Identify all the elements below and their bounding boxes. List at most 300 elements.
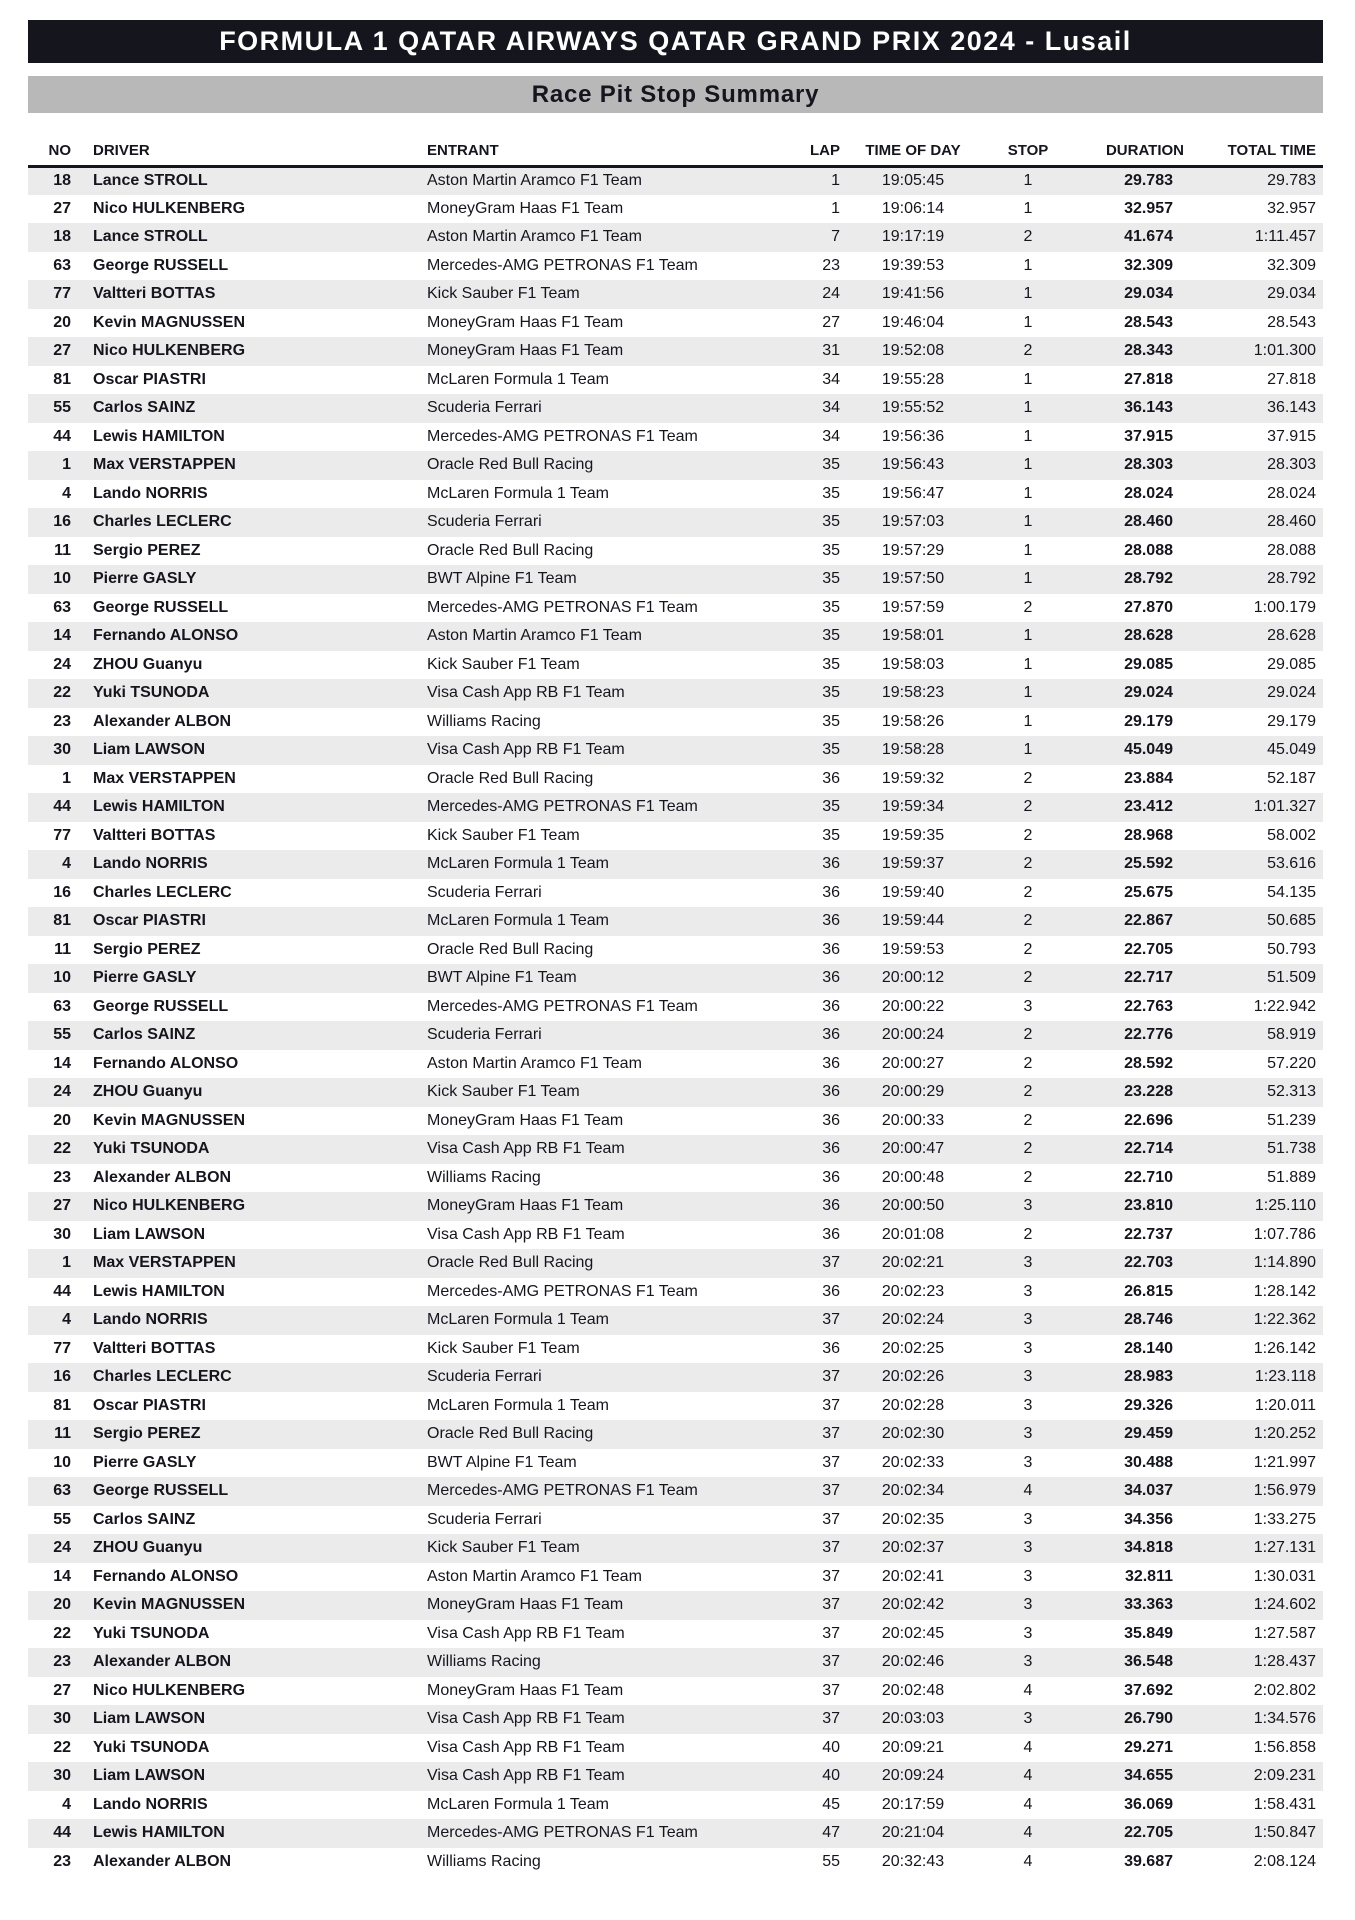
cell-total: 1:56.979 xyxy=(1253,1482,1316,1500)
cell-stop: 2 xyxy=(1023,798,1033,816)
cell-total: 51.738 xyxy=(1267,1140,1316,1158)
cell-driver: Max VERSTAPPEN xyxy=(93,1254,236,1272)
pit-stop-row xyxy=(28,565,1323,594)
cell-time: 19:57:29 xyxy=(881,541,945,559)
cell-stop: 2 xyxy=(1023,1026,1033,1044)
cell-time: 20:02:35 xyxy=(881,1510,945,1528)
cell-driver: Lewis HAMILTON xyxy=(93,798,225,816)
cell-total: 29.783 xyxy=(1267,172,1316,189)
cell-no: 11 xyxy=(54,940,71,958)
cell-time: 20:02:45 xyxy=(881,1624,945,1642)
cell-time: 20:00:27 xyxy=(881,1054,945,1072)
cell-time: 20:01:08 xyxy=(881,1225,945,1243)
pit-stop-row xyxy=(28,1591,1323,1620)
cell-time: 19:55:52 xyxy=(881,399,945,417)
cell-time: 20:02:33 xyxy=(881,1453,945,1471)
col-header-entrant: ENTRANT xyxy=(408,135,798,166)
pit-stop-row xyxy=(28,537,1323,566)
cell-duration: 34.356 xyxy=(1124,1510,1173,1528)
cell-entrant: Mercedes-AMG PETRONAS F1 Team xyxy=(427,1282,698,1300)
cell-total: 52.187 xyxy=(1267,769,1316,787)
cell-no: 4 xyxy=(62,484,71,502)
cell-no: 55 xyxy=(53,1510,71,1528)
cell-stop: 1 xyxy=(1023,199,1033,217)
cell-stop: 1 xyxy=(1023,684,1033,702)
cell-time: 20:02:30 xyxy=(881,1425,945,1443)
cell-lap: 37 xyxy=(822,1596,840,1614)
cell-lap: 37 xyxy=(822,1368,840,1386)
cell-total: 1:33.275 xyxy=(1253,1510,1316,1528)
cell-stop: 3 xyxy=(1023,1510,1033,1528)
cell-driver: Lando NORRIS xyxy=(93,1795,208,1813)
cell-total: 57.220 xyxy=(1267,1054,1316,1072)
cell-stop: 1 xyxy=(1023,655,1033,673)
cell-duration: 22.705 xyxy=(1124,940,1173,958)
cell-driver: Pierre GASLY xyxy=(93,969,197,987)
cell-entrant: MoneyGram Haas F1 Team xyxy=(427,313,624,331)
cell-entrant: Scuderia Ferrari xyxy=(427,513,542,531)
pit-stop-row xyxy=(28,1563,1323,1592)
cell-entrant: Scuderia Ferrari xyxy=(427,1510,542,1528)
cell-driver: ZHOU Guanyu xyxy=(93,1083,203,1101)
cell-lap: 47 xyxy=(822,1824,840,1842)
cell-lap: 36 xyxy=(822,940,840,958)
cell-entrant: Visa Cash App RB F1 Team xyxy=(427,1767,625,1785)
cell-total: 1:58.431 xyxy=(1253,1795,1316,1813)
cell-total: 1:22.362 xyxy=(1253,1311,1316,1329)
cell-lap: 35 xyxy=(822,684,840,702)
cell-time: 20:02:34 xyxy=(881,1482,945,1500)
cell-total: 1:23.118 xyxy=(1254,1368,1316,1386)
cell-stop: 3 xyxy=(1023,1567,1033,1585)
cell-time: 19:59:53 xyxy=(881,940,945,958)
cell-total: 58.919 xyxy=(1267,1026,1316,1044)
cell-time: 19:57:50 xyxy=(881,570,945,588)
pit-stop-row xyxy=(28,252,1323,281)
cell-time: 19:58:28 xyxy=(881,741,945,759)
cell-driver: Valtteri BOTTAS xyxy=(93,285,216,303)
cell-total: 29.024 xyxy=(1267,684,1316,702)
cell-duration: 32.811 xyxy=(1124,1567,1173,1585)
cell-entrant: MoneyGram Haas F1 Team xyxy=(427,1197,624,1215)
cell-duration: 34.655 xyxy=(1124,1767,1173,1785)
cell-no: 24 xyxy=(53,1083,71,1101)
cell-no: 11 xyxy=(54,541,71,559)
cell-driver: Valtteri BOTTAS xyxy=(93,1339,216,1357)
cell-entrant: Scuderia Ferrari xyxy=(427,1368,542,1386)
table-body xyxy=(28,166,1323,1876)
cell-time: 20:02:42 xyxy=(881,1596,945,1614)
cell-duration: 29.459 xyxy=(1124,1425,1173,1443)
cell-no: 24 xyxy=(53,1539,71,1557)
cell-total: 37.915 xyxy=(1267,427,1316,445)
cell-time: 20:02:46 xyxy=(881,1653,945,1671)
cell-total: 1:27.131 xyxy=(1253,1539,1316,1557)
cell-driver: Alexander ALBON xyxy=(93,1653,232,1671)
cell-entrant: McLaren Formula 1 Team xyxy=(427,370,609,388)
cell-stop: 2 xyxy=(1023,342,1033,360)
cell-lap: 35 xyxy=(822,826,840,844)
cell-entrant: Aston Martin Aramco F1 Team xyxy=(427,1054,642,1072)
cell-entrant: Williams Racing xyxy=(427,1852,541,1870)
cell-entrant: Aston Martin Aramco F1 Team xyxy=(427,172,642,189)
cell-driver: Fernando ALONSO xyxy=(93,627,239,645)
cell-no: 44 xyxy=(53,1282,71,1300)
cell-driver: Max VERSTAPPEN xyxy=(93,769,236,787)
cell-stop: 2 xyxy=(1023,855,1033,873)
cell-lap: 45 xyxy=(822,1795,840,1813)
cell-total: 2:02.802 xyxy=(1253,1681,1316,1699)
pit-stop-row xyxy=(28,879,1323,908)
cell-stop: 3 xyxy=(1023,1282,1033,1300)
cell-stop: 2 xyxy=(1023,1111,1033,1129)
cell-driver: Oscar PIASTRI xyxy=(93,370,206,388)
cell-lap: 7 xyxy=(831,228,840,246)
cell-driver: Sergio PEREZ xyxy=(93,541,201,559)
cell-duration: 27.818 xyxy=(1124,370,1173,388)
table-header-row xyxy=(28,135,1323,166)
cell-time: 19:56:47 xyxy=(881,484,945,502)
cell-stop: 2 xyxy=(1023,1083,1033,1101)
cell-no: 27 xyxy=(53,199,71,217)
cell-duration: 22.763 xyxy=(1124,997,1173,1015)
cell-duration: 22.717 xyxy=(1124,969,1173,987)
cell-time: 19:41:56 xyxy=(881,285,945,303)
cell-time: 20:00:33 xyxy=(881,1111,945,1129)
cell-duration: 27.870 xyxy=(1124,598,1173,616)
cell-no: 23 xyxy=(53,712,71,730)
cell-entrant: McLaren Formula 1 Team xyxy=(427,1795,609,1813)
cell-stop: 3 xyxy=(1023,1254,1033,1272)
pit-stop-table xyxy=(28,135,1323,1876)
pit-stop-row xyxy=(28,1620,1323,1649)
cell-no: 4 xyxy=(62,1795,71,1813)
cell-duration: 34.037 xyxy=(1124,1482,1173,1500)
cell-entrant: Mercedes-AMG PETRONAS F1 Team xyxy=(427,997,698,1015)
cell-no: 14 xyxy=(53,1054,71,1072)
cell-duration: 23.412 xyxy=(1124,798,1173,816)
cell-stop: 1 xyxy=(1023,570,1033,588)
cell-no: 10 xyxy=(53,570,71,588)
cell-entrant: Williams Racing xyxy=(427,1653,541,1671)
pit-stop-row xyxy=(28,1705,1323,1734)
cell-stop: 1 xyxy=(1023,484,1033,502)
pit-stop-row xyxy=(28,964,1323,993)
cell-total: 1:20.011 xyxy=(1254,1396,1316,1414)
cell-lap: 37 xyxy=(822,1254,840,1272)
cell-total: 32.957 xyxy=(1267,199,1316,217)
cell-entrant: Mercedes-AMG PETRONAS F1 Team xyxy=(427,798,698,816)
cell-stop: 2 xyxy=(1023,883,1033,901)
cell-driver: Alexander ALBON xyxy=(93,1852,232,1870)
cell-total: 1:00.179 xyxy=(1253,598,1316,616)
cell-no: 30 xyxy=(53,1225,71,1243)
cell-no: 23 xyxy=(53,1852,71,1870)
cell-time: 20:02:41 xyxy=(881,1567,945,1585)
cell-entrant: Oracle Red Bull Racing xyxy=(427,1425,594,1443)
pit-stop-row xyxy=(28,850,1323,879)
cell-duration: 28.792 xyxy=(1124,570,1173,588)
cell-time: 19:06:14 xyxy=(881,199,945,217)
cell-entrant: Mercedes-AMG PETRONAS F1 Team xyxy=(427,1824,698,1842)
cell-driver: Max VERSTAPPEN xyxy=(93,456,236,474)
cell-total: 1:28.142 xyxy=(1253,1282,1316,1300)
cell-driver: Lando NORRIS xyxy=(93,484,208,502)
pit-stop-row xyxy=(28,195,1323,224)
cell-driver: Pierre GASLY xyxy=(93,1453,197,1471)
cell-no: 20 xyxy=(53,313,71,331)
cell-total: 1:11.457 xyxy=(1254,228,1316,246)
cell-entrant: Visa Cash App RB F1 Team xyxy=(427,1710,625,1728)
cell-entrant: Oracle Red Bull Racing xyxy=(427,1254,594,1272)
cell-no: 11 xyxy=(54,1425,71,1443)
pit-stop-row xyxy=(28,708,1323,737)
pit-stop-row xyxy=(28,1648,1323,1677)
cell-total: 1:27.587 xyxy=(1253,1624,1316,1642)
cell-driver: Kevin MAGNUSSEN xyxy=(93,1111,246,1129)
cell-time: 19:59:34 xyxy=(881,798,945,816)
cell-stop: 2 xyxy=(1023,912,1033,930)
cell-duration: 29.085 xyxy=(1124,655,1173,673)
cell-no: 27 xyxy=(53,1681,71,1699)
cell-time: 20:09:24 xyxy=(881,1767,945,1785)
cell-stop: 2 xyxy=(1023,940,1033,958)
cell-driver: Oscar PIASTRI xyxy=(93,912,206,930)
pit-stop-row xyxy=(28,736,1323,765)
cell-no: 23 xyxy=(53,1653,71,1671)
cell-entrant: Kick Sauber F1 Team xyxy=(427,1339,580,1357)
cell-stop: 3 xyxy=(1023,1368,1033,1386)
cell-entrant: Williams Racing xyxy=(427,1168,541,1186)
cell-total: 29.085 xyxy=(1267,655,1316,673)
cell-total: 53.616 xyxy=(1267,855,1316,873)
cell-lap: 24 xyxy=(822,285,840,303)
cell-time: 19:57:59 xyxy=(881,598,945,616)
cell-entrant: Visa Cash App RB F1 Team xyxy=(427,1624,625,1642)
cell-lap: 35 xyxy=(822,627,840,645)
pit-stop-row xyxy=(28,1734,1323,1763)
cell-lap: 35 xyxy=(822,513,840,531)
cell-time: 20:09:21 xyxy=(881,1738,945,1756)
cell-total: 28.303 xyxy=(1267,456,1316,474)
cell-no: 63 xyxy=(53,997,71,1015)
cell-lap: 37 xyxy=(822,1681,840,1699)
cell-duration: 28.088 xyxy=(1124,541,1173,559)
cell-entrant: Oracle Red Bull Racing xyxy=(427,769,594,787)
cell-lap: 35 xyxy=(822,456,840,474)
cell-duration: 22.776 xyxy=(1124,1026,1173,1044)
pit-stop-row xyxy=(28,765,1323,794)
pit-stop-row xyxy=(28,423,1323,452)
cell-no: 4 xyxy=(62,1311,71,1329)
cell-duration: 37.692 xyxy=(1124,1681,1173,1699)
cell-no: 27 xyxy=(53,1197,71,1215)
cell-no: 14 xyxy=(53,1567,71,1585)
cell-duration: 36.143 xyxy=(1124,399,1173,417)
cell-time: 19:17:19 xyxy=(881,228,945,246)
pit-stop-row xyxy=(28,1107,1323,1136)
cell-driver: Nico HULKENBERG xyxy=(93,199,246,217)
cell-lap: 37 xyxy=(822,1653,840,1671)
cell-total: 29.179 xyxy=(1267,712,1316,730)
cell-total: 1:56.858 xyxy=(1253,1738,1316,1756)
cell-stop: 1 xyxy=(1023,285,1033,303)
pit-stop-row xyxy=(28,1848,1323,1877)
cell-no: 77 xyxy=(53,285,71,303)
cell-time: 19:55:28 xyxy=(881,370,945,388)
cell-lap: 35 xyxy=(822,712,840,730)
cell-total: 28.543 xyxy=(1267,313,1316,331)
cell-lap: 35 xyxy=(822,541,840,559)
cell-entrant: Visa Cash App RB F1 Team xyxy=(427,741,625,759)
cell-driver: ZHOU Guanyu xyxy=(93,1539,203,1557)
cell-driver: Kevin MAGNUSSEN xyxy=(93,1596,246,1614)
cell-entrant: Scuderia Ferrari xyxy=(427,883,542,901)
cell-stop: 4 xyxy=(1023,1738,1033,1756)
cell-stop: 2 xyxy=(1023,826,1033,844)
cell-duration: 28.140 xyxy=(1124,1339,1173,1357)
cell-total: 50.685 xyxy=(1267,912,1316,930)
cell-no: 63 xyxy=(53,1482,71,1500)
cell-duration: 22.737 xyxy=(1124,1225,1173,1243)
cell-duration: 29.034 xyxy=(1124,285,1173,303)
cell-total: 2:08.124 xyxy=(1253,1852,1316,1870)
cell-entrant: MoneyGram Haas F1 Team xyxy=(427,1596,624,1614)
pit-stop-row xyxy=(28,1021,1323,1050)
cell-total: 1:34.576 xyxy=(1253,1710,1316,1728)
cell-no: 16 xyxy=(53,1368,71,1386)
cell-stop: 1 xyxy=(1023,427,1033,445)
cell-time: 20:02:24 xyxy=(881,1311,945,1329)
cell-stop: 4 xyxy=(1023,1681,1033,1699)
pit-stop-row xyxy=(28,1164,1323,1193)
cell-driver: Nico HULKENBERG xyxy=(93,1197,246,1215)
cell-time: 19:52:08 xyxy=(881,342,945,360)
cell-entrant: Mercedes-AMG PETRONAS F1 Team xyxy=(427,598,698,616)
cell-no: 77 xyxy=(53,826,71,844)
pit-stop-row xyxy=(28,309,1323,338)
cell-total: 1:24.602 xyxy=(1253,1596,1316,1614)
cell-entrant: Kick Sauber F1 Team xyxy=(427,285,580,303)
pit-stop-row xyxy=(28,679,1323,708)
cell-duration: 32.957 xyxy=(1124,199,1173,217)
cell-duration: 29.783 xyxy=(1124,172,1173,189)
cell-total: 45.049 xyxy=(1267,741,1316,759)
cell-time: 20:02:28 xyxy=(881,1396,945,1414)
cell-time: 19:58:23 xyxy=(881,684,945,702)
cell-time: 20:00:24 xyxy=(881,1026,945,1044)
cell-lap: 36 xyxy=(822,1140,840,1158)
cell-time: 20:00:22 xyxy=(881,997,945,1015)
pit-stop-row xyxy=(28,1392,1323,1421)
cell-duration: 28.543 xyxy=(1124,313,1173,331)
cell-entrant: MoneyGram Haas F1 Team xyxy=(427,1111,624,1129)
cell-no: 4 xyxy=(62,855,71,873)
cell-time: 19:59:32 xyxy=(881,769,945,787)
cell-time: 19:58:03 xyxy=(881,655,945,673)
pit-stop-row xyxy=(28,793,1323,822)
cell-total: 1:21.997 xyxy=(1253,1453,1316,1471)
cell-time: 20:02:37 xyxy=(881,1539,945,1557)
pit-stop-row xyxy=(28,1506,1323,1535)
cell-total: 28.460 xyxy=(1267,513,1316,531)
pit-stop-row xyxy=(28,622,1323,651)
cell-stop: 1 xyxy=(1023,627,1033,645)
cell-time: 19:39:53 xyxy=(881,256,945,274)
cell-driver: Valtteri BOTTAS xyxy=(93,826,216,844)
cell-duration: 36.548 xyxy=(1124,1653,1173,1671)
cell-total: 1:50.847 xyxy=(1253,1824,1316,1842)
cell-total: 36.143 xyxy=(1267,399,1316,417)
cell-lap: 36 xyxy=(822,1282,840,1300)
cell-driver: George RUSSELL xyxy=(93,598,229,616)
pit-stop-row xyxy=(28,1078,1323,1107)
pit-stop-row xyxy=(28,594,1323,623)
pit-stop-row xyxy=(28,1249,1323,1278)
cell-time: 20:21:04 xyxy=(881,1824,945,1842)
pit-stop-row xyxy=(28,1335,1323,1364)
cell-driver: Lance STROLL xyxy=(93,172,208,189)
cell-no: 44 xyxy=(53,798,71,816)
cell-entrant: McLaren Formula 1 Team xyxy=(427,855,609,873)
cell-time: 20:00:50 xyxy=(881,1197,945,1215)
cell-stop: 4 xyxy=(1023,1824,1033,1842)
cell-stop: 3 xyxy=(1023,1311,1033,1329)
cell-time: 19:56:43 xyxy=(881,456,945,474)
cell-driver: Fernando ALONSO xyxy=(93,1567,239,1585)
cell-entrant: Scuderia Ferrari xyxy=(427,399,542,417)
cell-driver: George RUSSELL xyxy=(93,1482,229,1500)
cell-no: 81 xyxy=(53,912,71,930)
col-header-duration: DURATION xyxy=(1083,135,1193,166)
cell-time: 19:56:36 xyxy=(881,427,945,445)
cell-duration: 22.696 xyxy=(1124,1111,1173,1129)
cell-total: 54.135 xyxy=(1267,883,1316,901)
cell-no: 30 xyxy=(53,1710,71,1728)
cell-driver: Liam LAWSON xyxy=(93,1767,206,1785)
cell-driver: Lando NORRIS xyxy=(93,1311,208,1329)
cell-duration: 23.884 xyxy=(1124,769,1173,787)
cell-total: 32.309 xyxy=(1267,256,1316,274)
col-header-stop: STOP xyxy=(973,135,1083,166)
cell-entrant: Kick Sauber F1 Team xyxy=(427,1083,580,1101)
cell-entrant: Oracle Red Bull Racing xyxy=(427,456,594,474)
cell-lap: 37 xyxy=(822,1482,840,1500)
cell-lap: 36 xyxy=(822,1026,840,1044)
cell-entrant: MoneyGram Haas F1 Team xyxy=(427,342,624,360)
pit-stop-row xyxy=(28,1306,1323,1335)
cell-stop: 4 xyxy=(1023,1767,1033,1785)
cell-time: 20:00:47 xyxy=(881,1140,945,1158)
cell-no: 22 xyxy=(53,1140,71,1158)
cell-entrant: Visa Cash App RB F1 Team xyxy=(427,1225,625,1243)
cell-no: 22 xyxy=(53,1624,71,1642)
cell-driver: Lewis HAMILTON xyxy=(93,1824,225,1842)
cell-lap: 36 xyxy=(822,1054,840,1072)
cell-stop: 2 xyxy=(1023,969,1033,987)
cell-driver: Yuki TSUNODA xyxy=(93,684,210,702)
cell-total: 1:01.327 xyxy=(1253,798,1316,816)
cell-lap: 34 xyxy=(822,427,840,445)
cell-entrant: Aston Martin Aramco F1 Team xyxy=(427,228,642,246)
cell-stop: 3 xyxy=(1023,1396,1033,1414)
cell-duration: 28.024 xyxy=(1124,484,1173,502)
cell-entrant: MoneyGram Haas F1 Team xyxy=(427,1681,624,1699)
cell-driver: Charles LECLERC xyxy=(93,513,232,531)
cell-entrant: Aston Martin Aramco F1 Team xyxy=(427,627,642,645)
cell-lap: 37 xyxy=(822,1510,840,1528)
cell-driver: Carlos SAINZ xyxy=(93,399,196,417)
